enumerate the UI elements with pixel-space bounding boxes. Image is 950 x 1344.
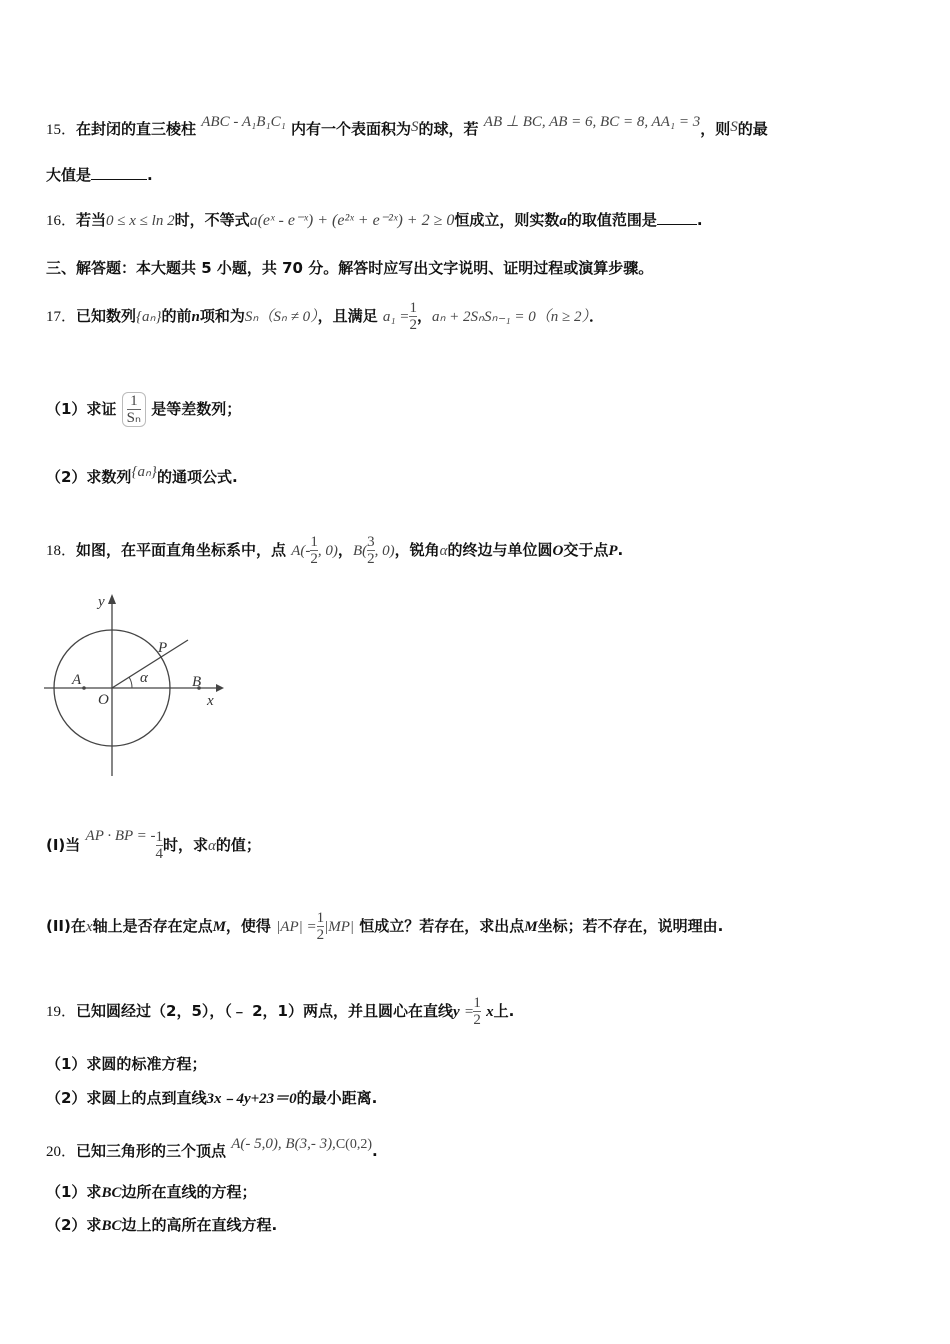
q18-I-expr: AP · BP = -: [85, 828, 156, 844]
q17-half-num: 1: [409, 300, 417, 316]
q15-line2: [46, 165, 153, 185]
q17-part1: [46, 392, 241, 427]
q18-I-text-2: 时，求: [163, 836, 209, 854]
q18-I-text-1: 当: [65, 836, 81, 854]
q18-II-text-3: ，使得: [225, 917, 271, 935]
q18-alpha: α: [439, 543, 448, 559]
q20-part2: [46, 1215, 277, 1236]
q18-I-label: (I): [46, 836, 66, 854]
q18-number: 18．: [46, 543, 77, 559]
q18-II-M: M: [212, 919, 226, 935]
q20-p1-text-b: 边所在直线的方程；: [121, 1183, 257, 1201]
q18-II-frac: [317, 910, 325, 943]
angle-arc: [129, 677, 132, 688]
q18-II-den: 2: [316, 927, 325, 943]
q18-II-text-5: 坐标；若不存在，说明理由.: [537, 917, 724, 935]
q18-text-5: .: [617, 541, 624, 559]
q15-prism: ABC - A₁B₁C₁: [201, 114, 286, 130]
q19-number: 19．: [46, 1004, 77, 1020]
q16-a: a: [559, 213, 567, 229]
q16-text-5: .: [696, 211, 703, 229]
x-axis-arrow: [216, 684, 224, 692]
x-label: x: [207, 693, 214, 709]
y-axis-arrow: [108, 594, 116, 604]
q18-P: P: [608, 543, 618, 559]
alpha-label: α: [140, 670, 148, 686]
point-A-dot: [82, 686, 86, 690]
q19-line-equation: 3x﹣4y+23＝0: [206, 1091, 297, 1107]
q18-II-label: (II): [46, 917, 71, 935]
q18-B-start: B(: [352, 543, 368, 559]
q18-A-den: 2: [310, 551, 318, 567]
q18-II-expr-1: |AP| =: [276, 919, 317, 935]
q18-A-frac: [310, 534, 318, 567]
q20-p1-text-a: （1）求: [46, 1183, 102, 1201]
q15-text-7: .: [147, 166, 153, 184]
q19-frac: [473, 995, 481, 1028]
q17-a1: a₁ =: [382, 309, 410, 325]
q17-text-3: 项和为: [199, 307, 245, 325]
q17-half-den: 2: [409, 317, 417, 333]
q18-text-1: 如图，在平面直角坐标系中，点: [76, 541, 287, 559]
q19-frac-num: 1: [473, 995, 481, 1011]
q17-text-4: ，且满足: [317, 307, 378, 325]
q17-text-5: ．: [589, 307, 605, 325]
q20-p2-text-a: （2）求: [46, 1216, 102, 1234]
q15-text-6: 大值是: [46, 166, 92, 184]
q20-p2-BC: BC: [101, 1218, 122, 1234]
P-label: P: [158, 640, 168, 656]
q18-II-M2: M: [524, 919, 538, 935]
q18-text-4: 交于点: [563, 541, 609, 559]
q17-number: 17．: [46, 309, 77, 325]
q20-points: A(- 5,0), B(3,- 3),: [231, 1136, 336, 1152]
q16-answer-blank[interactable]: [657, 210, 697, 225]
q17-recip-set: [122, 392, 146, 427]
q15-text-5: 的最: [737, 120, 768, 138]
q18-B-frac: [367, 534, 375, 567]
q19-x: x: [486, 1004, 494, 1020]
q18-part-I: [46, 826, 261, 862]
q17-half: [409, 300, 417, 333]
q17-n-condition: （n ≥ 2）: [535, 309, 589, 325]
section-3-heading: 三、解答题：本大题共 5 小题，共 70 分。解答时应写出文字说明、证明过程或演算步骤。: [46, 259, 654, 277]
q16-line: [46, 210, 703, 231]
q18-II-expr-2: |MP|: [324, 919, 355, 935]
q16-inequality: a(eˣ - e⁻ˣ) + (e²ˣ + e⁻²ˣ) + 2 ≥ 0: [249, 212, 455, 229]
q17-p1-text-a: （1）求证: [46, 400, 117, 418]
q18-A-num: 1: [310, 534, 318, 550]
q15-text-1: 在封闭的直三棱柱: [76, 120, 197, 138]
q18-A-start: A(-: [291, 543, 311, 559]
q15-S: S: [411, 119, 419, 135]
q17-line: 17．已知数列{aₙ}的前n项和为Sₙ（Sₙ ≠ 0），且满足 a₁ = $\frac{1}{2}$ ，aₙ + 2SₙSₙ₋₁ = 0（n ≥ 2）．: [46, 300, 605, 333]
q17-recip-den: Sₙ: [126, 410, 141, 426]
q15-condition: AB ⊥ BC, AB = 6, BC = 8, AA₁ = 3: [483, 114, 701, 130]
q18-B-den: 2: [367, 551, 375, 567]
q19-p2-text-b: 的最小距离.: [296, 1089, 378, 1107]
q17-recurrence: aₙ + 2SₙSₙ₋₁ = 0: [431, 309, 536, 325]
O-label: O: [98, 692, 109, 708]
q19-part1: （1）求圆的标准方程；: [46, 1055, 207, 1073]
terminal-side: [112, 640, 188, 688]
q19-text-2: 上.: [493, 1002, 515, 1020]
q19-frac-den: 2: [473, 1012, 481, 1028]
q15-S2: S: [730, 119, 738, 135]
q20-point-C: C(0,2): [335, 1137, 372, 1152]
q17-Sn-nonzero: （Sₙ ≠ 0）: [258, 309, 318, 325]
q18-I-den: 4: [155, 846, 164, 862]
q19-part2: [46, 1088, 377, 1109]
q18-I-text-3: 的值；: [215, 836, 261, 854]
q20-text-1: 已知三角形的三个顶点: [76, 1142, 227, 1160]
q18-I-num: 1: [155, 829, 164, 845]
y-label: y: [98, 594, 105, 610]
q19-p2-text-a: （2）求圆上的点到直线: [46, 1089, 207, 1107]
q18-II-x: x: [85, 919, 93, 935]
B-label: B: [192, 674, 202, 690]
q20-p2-text-b: 边上的高所在直线方程.: [121, 1216, 278, 1234]
q16-text-4: 的取值范围是: [566, 211, 657, 229]
q18-II-text-2: 轴上是否存在定点: [92, 917, 213, 935]
q19-line: [46, 995, 514, 1028]
q17-recip: [127, 393, 141, 426]
q18-line: 18．如图，在平面直角坐标系中，点 A(- $\frac{1}{2}$ , 0)，B( $\frac{3}{2}$ , 0)，锐角α的终边与单位圆O交于点P.: [46, 534, 624, 567]
q17-recip-num: 1: [130, 393, 138, 409]
q17-p2-text-b: 的通项公式.: [156, 468, 238, 486]
q19-text-1: 已知圆经过（2，5），（﹣ 2，1）两点，并且圆心在直线: [76, 1002, 453, 1020]
q15-line1: [46, 112, 768, 140]
q20-text-2: .: [371, 1142, 378, 1160]
A-label: A: [72, 672, 82, 688]
q17-p1-text-b: 是等差数列；: [151, 400, 242, 418]
q17-an: {aₙ}: [136, 309, 162, 325]
q18-II-num: 1: [316, 910, 325, 926]
q17-p2-text-a: （2）求数列: [46, 468, 132, 486]
q19-eq: =: [464, 1004, 474, 1020]
q18-text-3: 的终边与单位圆: [447, 541, 553, 559]
q16-number: 16．: [46, 213, 77, 229]
q18-B-end: , 0): [374, 543, 395, 559]
q18-A-end: , 0): [317, 543, 338, 559]
q20-number: 20．: [46, 1144, 77, 1160]
q15-number: 15．: [46, 122, 77, 138]
q19-y: y: [453, 1004, 460, 1020]
q20-part1: [46, 1182, 256, 1203]
q18-part-II: [46, 910, 723, 943]
q16-text-1: 若当: [76, 211, 107, 229]
q18-B-num: 3: [367, 534, 375, 550]
q16-text-3: 恒成立，则实数: [454, 211, 560, 229]
q16-text-2: 时，不等式: [174, 211, 250, 229]
q15-text-4: ，则: [700, 120, 731, 138]
q17-text-2: 的前: [161, 307, 192, 325]
unit-circle-figure: [40, 588, 230, 788]
q15-answer-blank[interactable]: [91, 165, 147, 180]
q17-Sn: Sₙ: [244, 309, 259, 325]
q17-n: n: [191, 309, 200, 325]
q18-II-text-1: 在: [70, 917, 86, 935]
q15-text-2: 内有一个表面积为: [291, 120, 412, 138]
q15-text-3: 的球，若: [418, 120, 479, 138]
q18-I-frac: [156, 829, 164, 862]
q20-line: [46, 1134, 378, 1162]
q18-II-text-4: 恒成立？若存在，求出点: [359, 917, 525, 935]
q18-O: O: [552, 543, 564, 559]
q20-p1-BC: BC: [101, 1185, 122, 1201]
q17-text-1: 已知数列: [76, 307, 137, 325]
q18-I-alpha: α: [208, 838, 216, 854]
q17-part2: [46, 462, 238, 487]
q17-p2-an: {aₙ}: [131, 464, 157, 480]
q18-text-2: ，锐角: [394, 541, 440, 559]
q16-range: 0 ≤ x ≤ ln 2: [106, 213, 175, 229]
